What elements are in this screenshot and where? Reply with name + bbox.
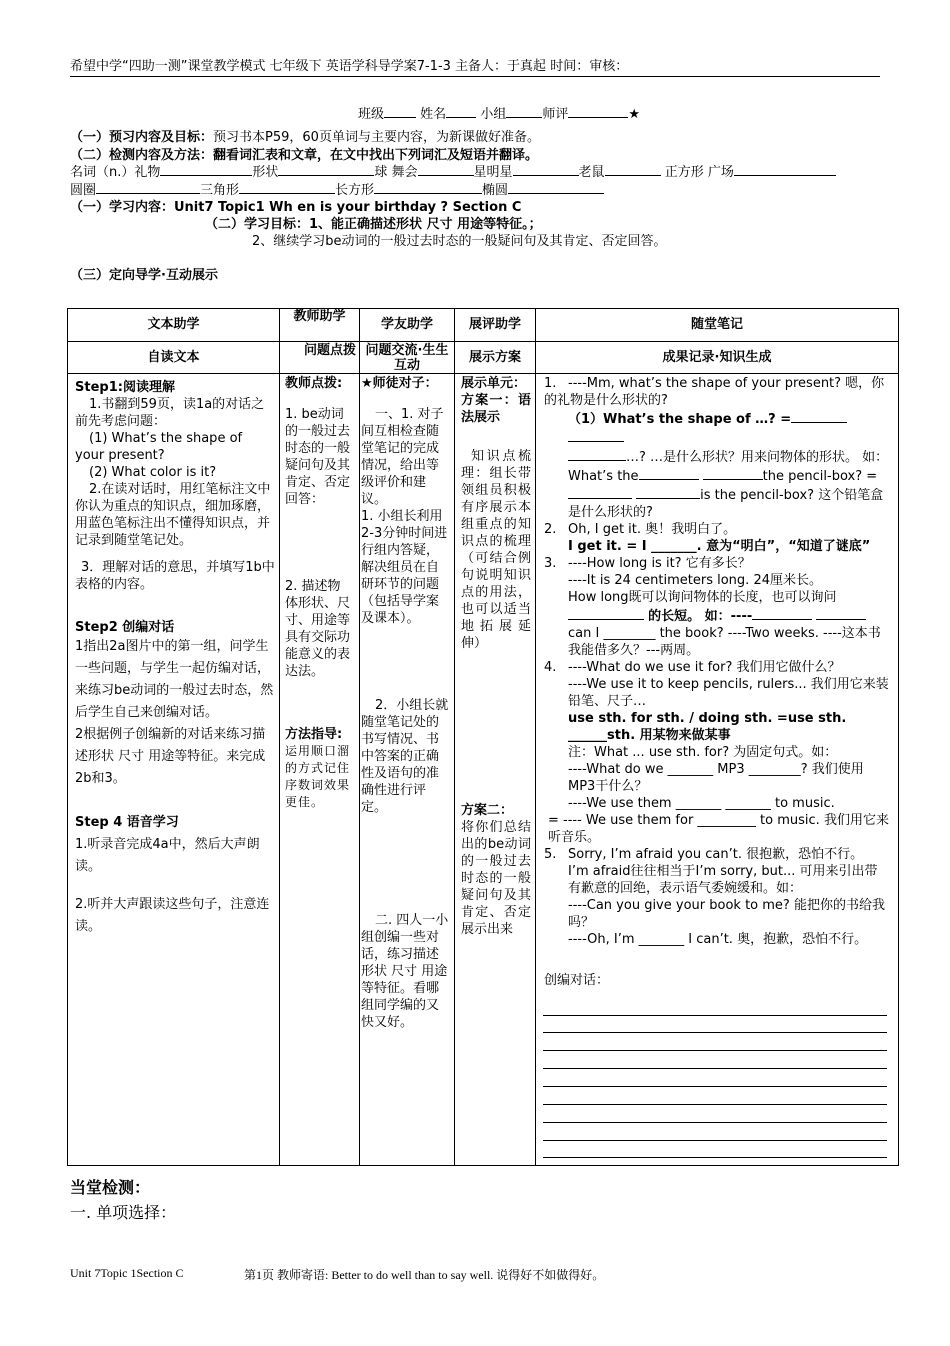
preview-section: （一）预习内容及目标：预习书本P59，60页单词与主要内容，为新课做好准备。 — [70, 130, 540, 145]
display-plan: 展示单元： 方案一：语法展示 知识点梳理：组长带领组员积极有序展示本组重点的知识点的梳理（可结合例句说明知识点的用法，也可以适当地拓展延伸） 方案二： 将你们总结出的be动词的一般过去时态的一般疑问句及其肯定、否定展示出来 — [461, 376, 531, 937]
class-notes: 1. ----Mm, what’s the shape of your present? 嗯，你的礼物是什么形状的? （1）What’s the shape of …? = …? …是什么形状？用来问物体的形状。 如：What’s the the pencil-box? = is the pencil-box? 这个铅笔盒是什么形状的? 2. Oh, I get it. 奥！我明白了。 I get it. = I _______. 意为“明白”，“知道了谜底” 3. ----How long is it? 它有多长？ ----It is 24 centimeters long. 24厘米长。 How long既可以询问物体的长度，也可以询问 的长短。 如：---- can I ________ the book? ----Two weeks. ----这本书我能借多久？---两周。 4. ----What do we use it for? 我们用它做什么？ ----We use it to keep pencils, rulers... 我们用它来装铅笔、尺子… use sth. for sth. / doing sth. =use sth. ______sth. 用某物来做某事 注：What ... use sth. for? 为固定句式。如： ----What do we _______ MP3 ________? 我们使用MP3干什么？ ----We use them _______ _______ to music. = ---- We use them for _________ to music. 我们用它来听音乐。 5. Sorry, I’m afraid you can’t. 很抱歉，恐怕不行。 I’m afraid往往相当于I’m sorry, but... 可用来引出带有歉意的回绝，表示语气委婉缓和。如： ----Can you give your book to me? 能把你的书给我吗？ ----Oh, I’m _______ I can’t. 奥，抱歉，恐怕不行。 创编对话： — [544, 376, 889, 988]
peer-exchange: ★师徒对子： 一、1. 对子间互相检查随堂笔记的完成情况，给出等级评价和建议。 1. 小组长利用2-3分钟时间进行组内答疑，解决组员在自研环节的问题（包括导学案及课本）。 2．小组长就随堂笔记处的书写情况、书中答案的正确性及语句的准确性进行评定。 二. 四人一小组创编一些对话，练习描述形状 尺寸 用途等特征。看哪组同学编的又快又好。 — [361, 376, 449, 1030]
header-peer-help: 学友助学 — [380, 317, 433, 332]
footer-unit: Unit 7Topic 1Section C — [70, 1266, 184, 1280]
class-info-line: 班级 姓名 小组 师评 ★ — [358, 103, 640, 122]
subheader-display-plan: 展示方案 — [468, 350, 521, 365]
check-section: （二）检测内容及方法：翻看词汇表和文章，在文中找出下列词汇及短语并翻译。 — [70, 148, 539, 163]
header-text-help: 文本助学 — [147, 317, 200, 332]
subheader-problem-guide: 问题点拨 — [303, 343, 356, 358]
header-notes: 随堂笔记 — [690, 317, 743, 332]
test-section: 一. 单项选择： — [70, 1203, 177, 1222]
vocab-line-1: 名词（n.）礼物 形状 球 舞会 星明星 老鼠 正方形 广场 — [70, 161, 880, 180]
vocab-line-2: 圆圈 三角形 长方形 椭圆 — [70, 179, 604, 198]
footer-teacher-message: 第1页 教师寄语: Better to do well than to say well. 说得好不如做得好。 — [244, 1268, 605, 1282]
study-table — [67, 308, 899, 1166]
test-title: 当堂检测： — [70, 1178, 151, 1197]
header-review-help: 展评助学 — [468, 317, 521, 332]
subheader-exchange: 问题交流·生生互动 — [365, 343, 449, 373]
study-goal-1: （二）学习目标：1、能正确描述形状 尺寸 用途等特征。； — [205, 217, 542, 232]
page-header: 希望中学“四助一测”课堂教学模式 七年级下 英语学科导学案7-1-3 主备人：于真起 时间：审核： — [70, 55, 880, 77]
study-goal-2: 2、继续学习be动词的一般过去时态的一般疑问句及其肯定、否定回答。 — [252, 234, 667, 249]
study-content: （一）学习内容：Unit7 Topic1 Wh en is your birthday ? Section C — [70, 200, 522, 215]
directed-learning-title: （三）定向导学·互动展示 — [70, 268, 218, 283]
header-teacher-help: 教师助学 — [293, 309, 346, 324]
teacher-guide: 教师点拨: 1. be动词的一般过去时态的一般疑问句及其肯定、否定回答： 2. 描述物体形状、尺寸、用途等具有交际功能意义的表达法。 方法指导: 运用顺口溜的方式记住序数词效果更佳。 — [285, 376, 351, 809]
subheader-self-read: 自读文本 — [147, 350, 200, 365]
subheader-results: 成果记录·知识生成 — [662, 350, 772, 365]
self-read-text: Step1:阅读理解 1.书翻到59页，读1a的对话之前先考虑问题： (1) What’s the shape of your present? (2) What color is it? 2.在读对话时，用红笔标注文中你认为重点的知识点，细加琢磨，用蓝色笔标注出不懂得知识点，并记录到随堂笔记处。 3．理解对话的意思，并填写1b中表格的内容。 Step2 创编对话 1指出2a图片中的第一组，问学生一些问题，与学生一起仿编对话，来练习be动词的一般过去时态，然后学生自己来创编对话。 2根据例子创编新的对话来练习描述形状 尺寸 用途等特征。来完成2b和3。 Step 4 语音学习 1.听录音完成4a中，然后大声朗读。 2.听并大声跟读这些句子，注意连读。 — [75, 380, 275, 934]
